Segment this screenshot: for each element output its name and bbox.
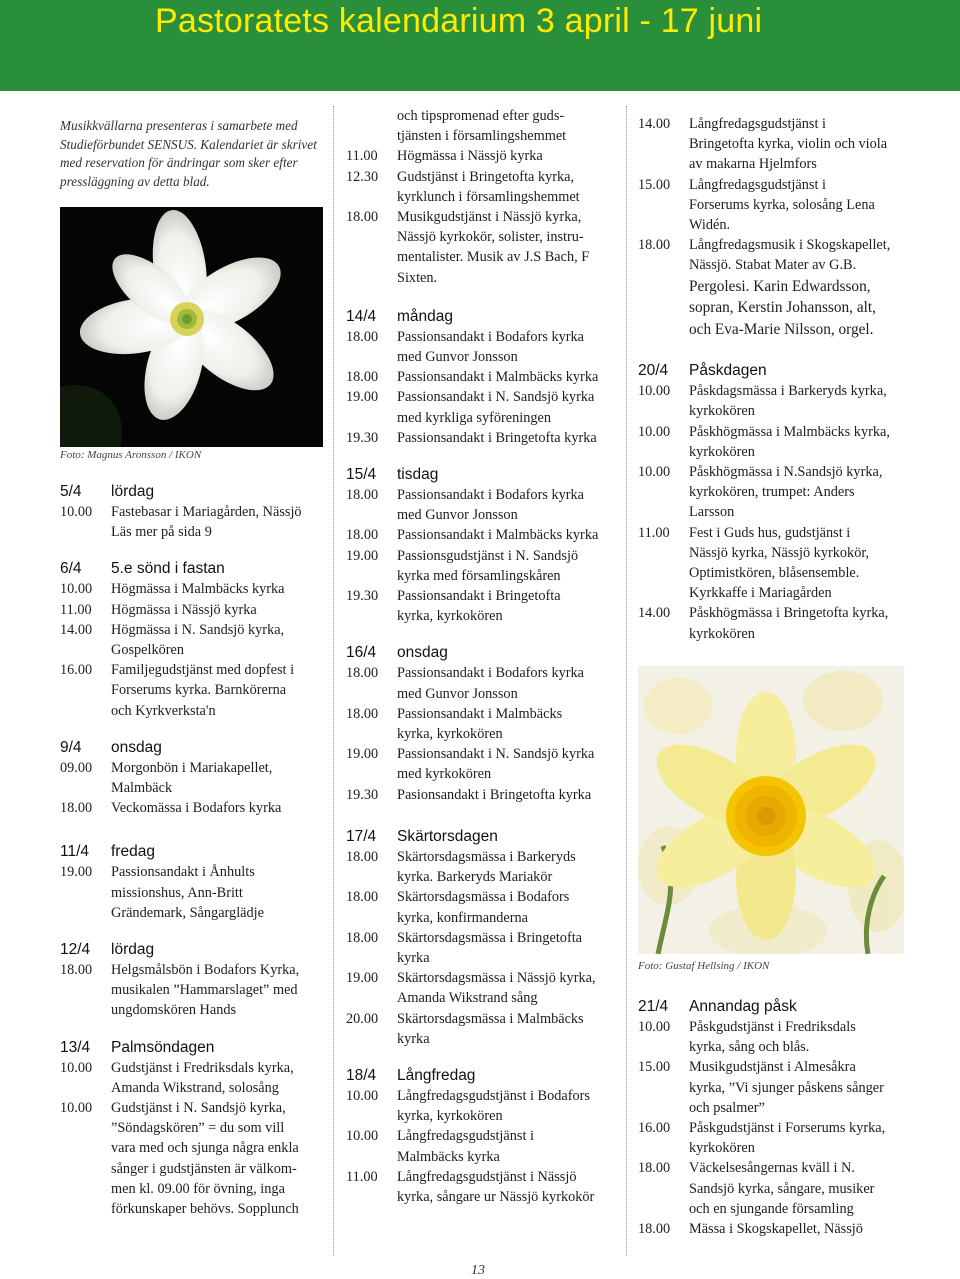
event-time: 16.00 (638, 1120, 671, 1137)
day-date: 18/4 (346, 1066, 377, 1084)
event-text: Passionsgudstjänst i N. Sandsjö kyrka med församlingskåren (397, 547, 579, 584)
event-item (60, 502, 330, 542)
event-time: 18.00 (346, 487, 379, 504)
page-number: 13 (471, 1263, 485, 1278)
event-item (638, 1219, 928, 1239)
event-time: 18.00 (346, 848, 379, 865)
event-time: 18.00 (346, 665, 379, 682)
event-time: 19.00 (346, 389, 379, 406)
event-text: Högmässa i Nässjö kyrka (397, 148, 543, 165)
event-time: 11.00 (60, 601, 92, 618)
event-item (346, 1086, 621, 1126)
event-text: Passionsandakt i Bringetofta kyrka, kyrkokören (397, 588, 561, 625)
event-text: Passionsandakt i Bodafors kyrka med Gunvor Jonsson (397, 487, 585, 524)
day-block (346, 1066, 621, 1207)
day-block (346, 827, 621, 1049)
event-item (60, 862, 330, 923)
day-block (60, 738, 330, 819)
event-time: 11.00 (638, 524, 670, 541)
calendar-column-3-bottom (638, 997, 928, 1239)
event-item (346, 525, 621, 545)
calendar-column-3 (638, 114, 928, 644)
event-text: Passionsandakt i Malmbäcks kyrka (397, 527, 599, 544)
anemone-flower-icon (60, 207, 323, 447)
event-text: Gudstjänst i Fredriksdals kyrka, Amanda Wikstrand, solosång (111, 1059, 294, 1096)
event-text: Pasionsandakt i Bringetofta kyrka (397, 786, 592, 803)
event-time: 19.30 (346, 429, 379, 446)
continued-text: Pergolesi. Karin Edwardsson, sopran, Kerstin Johansson, alt, och Eva-Marie Nilsson, orgel. (689, 277, 876, 338)
day-name: Skärtorsdagen (397, 827, 498, 845)
day-name: Palmsöndagen (111, 1038, 215, 1056)
event-time: 18.00 (346, 705, 379, 722)
event-item (60, 1058, 330, 1098)
event-item (346, 546, 621, 586)
event-item (60, 758, 330, 798)
event-text: Långfredagsgudstjänst i Bodafors kyrka, kyrkokören (397, 1087, 590, 1125)
day-block (346, 307, 621, 448)
day-date: 20/4 (638, 362, 669, 380)
day-block (60, 842, 330, 923)
event-item (346, 485, 621, 525)
event-text: Passionsandakt i N. Sandsjö kyrka med kyrkokören (397, 746, 595, 783)
day-block (60, 482, 330, 542)
event-item (638, 422, 928, 462)
event-time: 10.00 (346, 1128, 379, 1145)
event-time: 10.00 (60, 1100, 93, 1117)
day-name: 5.e sönd i fastan (111, 560, 225, 578)
anemone-photo (60, 207, 323, 447)
event-text: Morgonbön i Mariakapellet, Malmbäck (111, 759, 273, 797)
event-item (60, 1098, 330, 1219)
event-time: 19.30 (346, 588, 379, 605)
event-text: Passionsandakt i Ånhults missionshus, Ann-Britt Grändemark, Sångarglädje (111, 864, 264, 921)
event-time: 18.00 (638, 237, 671, 254)
event-time: 10.00 (638, 463, 671, 480)
event-time: 19.00 (346, 970, 379, 987)
event-text: Påskgudstjänst i Fredriksdals kyrka, sång och blås. (689, 1019, 856, 1056)
event-time: 18.00 (346, 209, 379, 226)
event-text: Skärtorsdagsmässa i Bodafors kyrka, konfirmanderna (397, 889, 570, 926)
event-text: Fastebasar i Mariagården, Nässjö Läs mer på sida 9 (111, 504, 302, 541)
photo-credit-anemone: Foto: Magnus Aronsson / IKON (60, 449, 202, 461)
event-time: 10.00 (346, 1087, 379, 1104)
event-text: Påskhögmässa i Malmbäcks kyrka, kyrkokören (689, 423, 890, 460)
day-name: måndag (397, 307, 454, 325)
day-date: 17/4 (346, 827, 377, 845)
day-name: tisdag (397, 466, 439, 484)
event-time: 18.00 (638, 1221, 671, 1238)
event-time: 19.00 (346, 547, 379, 564)
event-text: Skärtorsdagsmässa i Nässjö kyrka, Amanda Wikstrand sång (397, 970, 596, 1007)
event-time: 18.00 (346, 527, 379, 544)
event-text: Långfredagsgudstjänst i Forserums kyrka, solosång Lena Widén. (689, 176, 875, 234)
event-item (346, 744, 621, 784)
event-time: 14.00 (638, 605, 671, 622)
event-item (346, 1167, 621, 1207)
event-time: 18.00 (346, 889, 379, 906)
event-item (346, 704, 621, 744)
event-text: Skärtorsdagsmässa i Barkeryds kyrka. Barkeryds Mariakör (397, 848, 576, 886)
day-date: 21/4 (638, 998, 669, 1015)
event-text: Långfredagsgudstjänst i Nässjö kyrka, sångare ur Nässjö kyrkokör (397, 1168, 595, 1205)
event-text: Långfredagsgudstjänst i Malmbäcks kyrka (397, 1128, 534, 1165)
event-text: Fest i Guds hus, gudstjänst i Nässjö kyrka, Nässjö kyrkokör, Optimistkören, blåsensemble. Kyrkkaffe i Mariagården (689, 524, 870, 602)
day-name: Påskdagen (689, 362, 767, 380)
event-text: Passionsandakt i Malmbäcks kyrka (397, 369, 599, 386)
day-date: 16/4 (346, 644, 377, 662)
event-item (60, 798, 330, 818)
event-time: 11.00 (346, 148, 378, 165)
event-text: Passionsandakt i N. Sandsjö kyrka med kyrkliga syföreningen (397, 389, 595, 426)
event-item (638, 381, 928, 421)
event-item (60, 620, 330, 660)
event-time: 15.00 (638, 1059, 671, 1076)
day-name: lördag (111, 941, 155, 959)
event-text: Helgsmålsbön i Bodafors Kyrka, musikalen ”Hammarslaget” med ungdomskören Hands (111, 962, 300, 1019)
event-text: Påskdagsmässa i Barkeryds kyrka, kyrkokören (689, 383, 887, 420)
day-block (60, 559, 330, 720)
event-text: Påskhögmässa i Bringetofta kyrka, kyrkokören (689, 605, 889, 642)
event-item (346, 785, 621, 805)
event-item (60, 960, 330, 1021)
event-item (346, 887, 621, 927)
event-time: 11.00 (346, 1168, 378, 1185)
event-text: Passionsandakt i Bringetofta kyrka (397, 429, 597, 446)
event-item (346, 586, 621, 626)
event-item (346, 1126, 621, 1166)
event-text: Mässa i Skogskapellet, Nässjö (689, 1221, 863, 1238)
event-time: 09.00 (60, 759, 93, 776)
event-text: Långfredagsmusik i Skogskapellet, Nässjö. Stabat Mater av G.B. (689, 237, 891, 274)
day-name: lördag (111, 483, 155, 500)
event-item (346, 327, 621, 367)
event-time: 18.00 (638, 1160, 671, 1177)
event-time: 10.00 (638, 383, 671, 400)
event-time: 14.00 (60, 621, 93, 638)
event-text: Väckelsesångernas kväll i N. Sandsjö kyrka, sångare, musiker och en sjungande församling (689, 1160, 875, 1217)
event-text: Passionsandakt i Malmbäcks kyrka, kyrkokören (397, 705, 563, 743)
day-name: onsdag (397, 644, 448, 662)
event-item (60, 660, 330, 721)
event-time: 18.00 (346, 369, 379, 386)
daffodil-flower-icon (638, 666, 904, 954)
event-item (346, 1009, 621, 1049)
event-item (346, 207, 621, 288)
event-time: 10.00 (638, 1019, 671, 1035)
event-text: Skärtorsdagsmässa i Bringetofta kyrka (397, 929, 583, 966)
event-time: 19.30 (346, 786, 379, 803)
calendar-column-2 (346, 106, 621, 1207)
day-date: 6/4 (60, 560, 82, 578)
daffodil-photo (638, 666, 904, 954)
event-item (346, 367, 621, 387)
column-divider (626, 106, 627, 1256)
event-text: Högmässa i Malmbäcks kyrka (111, 581, 285, 598)
day-block (60, 1038, 330, 1220)
event-time: 15.00 (638, 176, 671, 193)
day-block (638, 997, 928, 1239)
day-name: Långfredag (397, 1066, 476, 1084)
event-item (346, 387, 621, 427)
event-item (346, 146, 621, 166)
event-time: 18.00 (60, 962, 93, 979)
header-banner (0, 0, 960, 91)
day-name: fredag (111, 843, 155, 861)
day-date: 12/4 (60, 941, 91, 959)
event-text: Familjegudstjänst med dopfest i Forserums kyrka. Barnkörerna och Kyrkverksta'n (111, 662, 295, 719)
page-title: Pastoratets kalendarium 3 april - 17 juni (155, 2, 763, 40)
event-time: 20.00 (346, 1010, 379, 1027)
day-name: onsdag (111, 738, 162, 756)
event-time: 14.00 (638, 116, 671, 132)
day-block (638, 361, 928, 644)
event-text: Gudstjänst i N. Sandsjö kyrka, ”Söndagskören” = du som vill vara med och sjunga några enkla sånger i gudstjänsten är välkom- men kl. 09.00 för övning, inga förkunskaper behövs. Sopplunch (111, 1100, 299, 1218)
event-time: 18.00 (60, 800, 93, 817)
event-item (638, 523, 928, 604)
event-time: 10.00 (60, 1059, 93, 1076)
event-time: 10.00 (638, 423, 671, 440)
day-date: 15/4 (346, 466, 377, 484)
event-text: Högmässa i Nässjö kyrka (111, 601, 257, 618)
event-item (346, 968, 621, 1008)
event-text: Påskhögmässa i N.Sandsjö kyrka, kyrkokören, trumpet: Anders Larsson (689, 463, 883, 521)
day-date: 9/4 (60, 738, 82, 756)
event-text: Påskgudstjänst i Forserums kyrka, kyrkokören (689, 1120, 886, 1157)
event-text: Passionsandakt i Bodafors kyrka med Gunvor Jonsson (397, 665, 585, 702)
event-text: Passionsandakt i Bodafors kyrka med Gunvor Jonsson (397, 328, 585, 366)
event-item (638, 1017, 928, 1057)
event-text: Musikgudstjänst i Nässjö kyrka, Nässjö kyrkokör, solister, instru- mentalister. Musik av J.S Bach, F Sixten. (397, 209, 590, 286)
day-block (60, 940, 330, 1021)
continued-text: och tipspromenad efter guds- tjänsten i församlingshemmet (397, 108, 567, 145)
column-divider (333, 106, 334, 1256)
event-item (60, 579, 330, 599)
day-name: Annandag påsk (689, 998, 797, 1015)
event-time: 10.00 (60, 581, 93, 598)
day-date: 5/4 (60, 483, 82, 500)
day-date: 13/4 (60, 1038, 91, 1056)
event-text: Musikgudstjänst i Almesåkra kyrka, ”Vi sjunger påskens sånger och psalmer” (689, 1059, 884, 1116)
event-time: 12.30 (346, 168, 379, 185)
calendar-column-1 (60, 482, 330, 1219)
event-time: 19.00 (60, 864, 93, 881)
event-item (638, 235, 928, 275)
event-time: 18.00 (346, 328, 379, 345)
event-item (346, 928, 621, 968)
event-item (638, 603, 928, 643)
day-block (346, 643, 621, 804)
day-date: 11/4 (60, 843, 90, 861)
event-item (346, 847, 621, 887)
event-text: Veckomässa i Bodafors kyrka (111, 800, 282, 817)
day-block (346, 465, 621, 626)
event-item (638, 1057, 928, 1118)
event-text: Gudstjänst i Bringetofta kyrka, kyrklunch i församlingshemmet (397, 168, 580, 205)
photo-credit-daffodil: Foto: Gustaf Hellsing / IKON (638, 960, 770, 972)
event-item (638, 114, 928, 175)
event-item (638, 462, 928, 523)
event-item (346, 428, 621, 448)
event-item (60, 600, 330, 620)
event-item (638, 175, 928, 236)
event-item (346, 663, 621, 703)
intro-text: Musikkvällarna presenteras i samarbete med Studieförbundet SENSUS. Kalendariet är skrivet med reservation för ändringar som sker efter pressläggning av detta blad. (60, 118, 317, 189)
event-item (346, 167, 621, 207)
event-item (638, 1118, 928, 1158)
day-date: 14/4 (346, 307, 377, 325)
event-time: 18.00 (346, 929, 379, 946)
event-item (638, 1158, 928, 1219)
event-text: Skärtorsdagsmässa i Malmbäcks kyrka (397, 1010, 584, 1047)
event-time: 16.00 (60, 662, 93, 679)
event-text: Långfredagsgudstjänst i Bringetofta kyrka, violin och viola av makarna Hjelmfors (689, 116, 888, 173)
event-time: 19.00 (346, 746, 379, 763)
event-text: Högmässa i N. Sandsjö kyrka, Gospelkören (111, 621, 285, 659)
event-time: 10.00 (60, 504, 93, 520)
